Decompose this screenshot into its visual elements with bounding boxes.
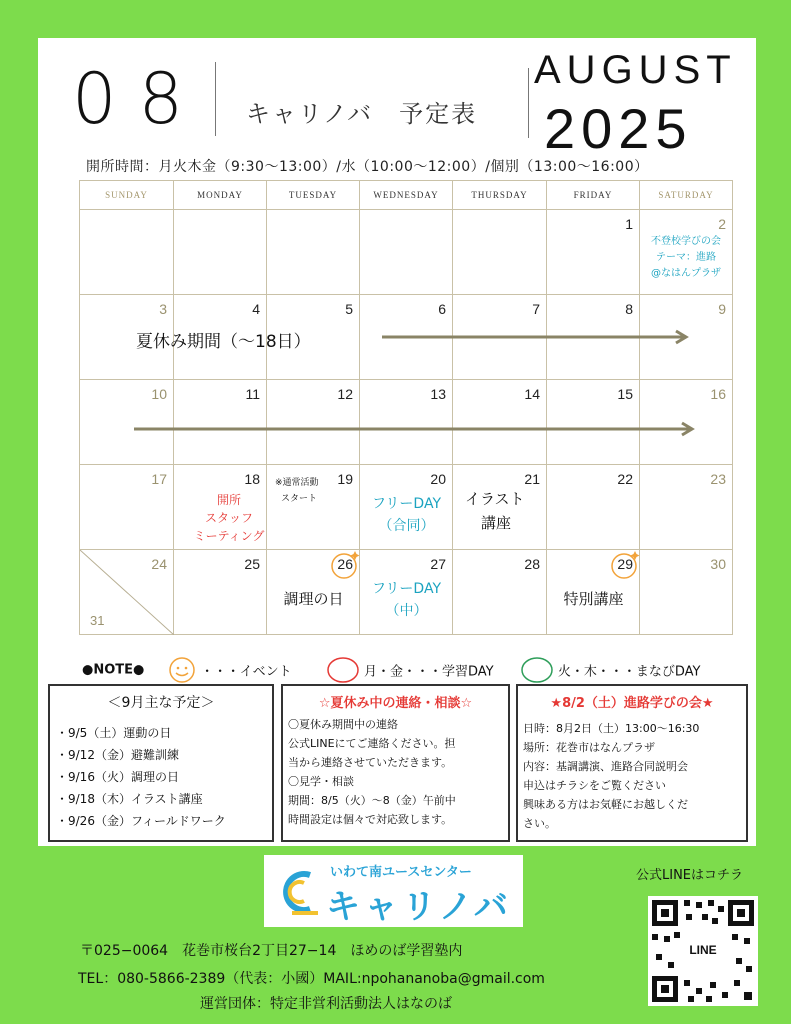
date-number: 14 bbox=[524, 386, 540, 402]
event-line: （中） bbox=[385, 603, 428, 619]
month-number: 08 bbox=[72, 58, 206, 140]
date-number: 13 bbox=[430, 386, 446, 402]
event-line: テーマ：進路 bbox=[656, 252, 716, 263]
event-line: （合同） bbox=[378, 518, 435, 534]
day-cell-split bbox=[80, 549, 174, 634]
logo-mark-icon bbox=[274, 867, 324, 917]
event-line: スタート bbox=[281, 494, 318, 504]
date-number: 30 bbox=[710, 556, 726, 572]
logo-subtitle: いわて南ユースセンター bbox=[330, 865, 472, 880]
day-cell bbox=[453, 464, 547, 549]
date-number: 9 bbox=[718, 301, 726, 317]
month-name: AUGUST bbox=[534, 48, 737, 92]
day-cell bbox=[640, 464, 732, 549]
day-cell bbox=[640, 549, 732, 634]
career-line: 内容：基調講演、進路合同説明会 bbox=[523, 760, 688, 773]
day-cell bbox=[547, 464, 640, 549]
day-cell-empty bbox=[174, 209, 267, 294]
weekday-header: THURSDAY bbox=[453, 181, 547, 209]
event-line: フリーDAY bbox=[371, 581, 442, 597]
red-circle-icon bbox=[326, 656, 360, 684]
date-number: 21 bbox=[524, 471, 540, 487]
day-cell bbox=[174, 549, 267, 634]
logo bbox=[264, 855, 523, 927]
date-number: 3 bbox=[159, 301, 167, 317]
box-title: ＜9月主な予定＞ bbox=[107, 695, 215, 711]
event-regular-start bbox=[275, 475, 319, 507]
date-number: 25 bbox=[244, 556, 260, 572]
date-number: 1 bbox=[625, 216, 633, 232]
legend bbox=[82, 656, 700, 684]
day-cell bbox=[640, 209, 732, 294]
day-cell bbox=[547, 209, 640, 294]
date-number: 26 bbox=[337, 556, 353, 572]
opening-hours: 開所時間：月火木金（9:30〜13:00）/水（10:00〜12:00）/個別（13:00〜16:00） bbox=[86, 159, 649, 175]
weekday-header: MONDAY bbox=[174, 181, 267, 209]
summer-contact-box bbox=[281, 684, 510, 842]
line-qr-code[interactable] bbox=[648, 896, 758, 1006]
legend-label: ●NOTE● bbox=[82, 662, 145, 678]
day-cell-empty bbox=[267, 209, 360, 294]
smiley-icon bbox=[167, 656, 197, 684]
event-line: 不登校学びの会 bbox=[651, 236, 721, 247]
event-illustration-lecture bbox=[465, 487, 525, 535]
day-cell bbox=[174, 464, 267, 549]
date-number: 5 bbox=[345, 301, 353, 317]
career-line: 場所：花巻市はなんプラザ bbox=[523, 741, 655, 754]
date-number: 8 bbox=[625, 301, 633, 317]
contact-line: 当から連絡させていただきます。 bbox=[288, 756, 453, 769]
line-badge: LINE bbox=[689, 943, 717, 957]
arrow-right-icon bbox=[132, 421, 698, 437]
event-line: イラスト bbox=[465, 490, 525, 508]
header-divider bbox=[528, 68, 529, 138]
legend-tue-thu-text: 火・木・・・まなびDAY bbox=[557, 664, 701, 680]
organization: 運営団体：特定非営利活動法人はなのば bbox=[200, 996, 452, 1012]
contact-line: 期間：8/5（火）〜8（金）午前中 bbox=[288, 794, 456, 807]
day-cell bbox=[360, 549, 453, 634]
day-cell bbox=[453, 549, 547, 634]
date-number: 17 bbox=[151, 471, 167, 487]
date-number: 12 bbox=[337, 386, 353, 402]
year: 2025 bbox=[544, 97, 693, 160]
date-number: 4 bbox=[252, 301, 260, 317]
event-free-day bbox=[360, 493, 453, 537]
date-number: 6 bbox=[438, 301, 446, 317]
day-cell bbox=[267, 464, 360, 549]
september-schedule-box bbox=[48, 684, 274, 842]
date-number: 10 bbox=[151, 386, 167, 402]
event-line: ※通常活動 bbox=[275, 478, 319, 488]
date-number: 2 bbox=[718, 216, 726, 232]
date-number: 20 bbox=[430, 471, 446, 487]
date-number: 19 bbox=[337, 471, 353, 487]
date-number: 15 bbox=[617, 386, 633, 402]
line-label: 公式LINEはコチラ bbox=[636, 868, 744, 883]
date-number: 29 bbox=[617, 556, 633, 572]
contact-info: TEL：080-5866-2389（代表：小國）MAIL:npohananoba@gmail.com bbox=[78, 971, 545, 987]
page-title: キャリノバ 予定表 bbox=[246, 100, 478, 128]
box-title: ★8/2（土）進路学びの会★ bbox=[550, 696, 714, 711]
header-divider bbox=[215, 62, 216, 136]
weekday-header: WEDNESDAY bbox=[360, 181, 453, 209]
schedule-item: ・9/26（金）フィールドワーク bbox=[56, 814, 226, 828]
event-special-lecture: 特別講座 bbox=[563, 590, 624, 608]
date-number: 7 bbox=[532, 301, 540, 317]
calendar-grid bbox=[79, 180, 733, 635]
day-cell-empty bbox=[80, 209, 174, 294]
date-number: 22 bbox=[617, 471, 633, 487]
event-line: スタッフ bbox=[204, 511, 253, 525]
legend-mon-fri-text: 月・金・・・学習DAY bbox=[363, 664, 494, 680]
green-circle-icon bbox=[520, 656, 554, 684]
contact-line: 〇夏休み期間中の連絡 bbox=[288, 718, 398, 731]
date-number: 27 bbox=[430, 556, 446, 572]
schedule-item: ・9/18（木）イラスト講座 bbox=[56, 792, 203, 806]
contact-line: 公式LINEにてご連絡ください。担 bbox=[288, 737, 456, 750]
event-cooking-day: 調理の日 bbox=[283, 590, 344, 608]
day-cell-empty bbox=[360, 209, 453, 294]
event-line: 開所 bbox=[216, 493, 241, 507]
arrow-right-icon bbox=[380, 329, 692, 345]
weekday-header: SATURDAY bbox=[658, 190, 714, 200]
career-meeting-box bbox=[516, 684, 748, 842]
weekday-header: FRIDAY bbox=[547, 181, 640, 209]
schedule-item: ・9/5（土）運動の日 bbox=[56, 726, 172, 740]
event-line: @なはんプラザ bbox=[651, 268, 721, 279]
event-career-meeting bbox=[640, 234, 732, 282]
weekday-header: SUNDAY bbox=[80, 181, 174, 209]
day-cell bbox=[80, 464, 174, 549]
day-cell bbox=[360, 464, 453, 549]
box-title: ☆夏休み中の連絡・相談☆ bbox=[318, 696, 473, 711]
event-line: ミーティング bbox=[193, 529, 265, 543]
day-cell bbox=[267, 549, 360, 634]
weekday-header: TUESDAY bbox=[267, 181, 360, 209]
date-number: 31 bbox=[90, 613, 105, 628]
address: 〒025−0064 花巻市桜台2丁目27−14 ほめのば学習塾内 bbox=[80, 943, 463, 959]
date-number: 11 bbox=[245, 386, 260, 402]
contact-line: 時間設定は個々で対応致します。 bbox=[288, 813, 453, 826]
event-line: 講座 bbox=[481, 514, 512, 532]
date-number: 24 bbox=[151, 556, 167, 572]
schedule-item: ・9/16（火）調理の日 bbox=[56, 770, 179, 784]
date-number: 16 bbox=[710, 386, 726, 402]
logo-title: キャリノバ bbox=[326, 887, 512, 927]
date-number: 18 bbox=[244, 471, 260, 487]
date-number: 28 bbox=[524, 556, 540, 572]
day-cell bbox=[547, 549, 640, 634]
career-line: 申込はチラシをご覧ください bbox=[523, 779, 666, 792]
date-number: 23 bbox=[710, 471, 726, 487]
day-cell-empty bbox=[453, 209, 547, 294]
career-line: さい。 bbox=[523, 817, 556, 830]
schedule-sheet bbox=[38, 38, 756, 846]
contact-line: 〇見学・相談 bbox=[288, 775, 354, 788]
career-line: 興味ある方はお気軽にお越しくだ bbox=[523, 798, 688, 811]
summer-break-label: 夏休み期間（〜18日） bbox=[136, 332, 311, 352]
career-line: 日時：8月2日（土）13:00〜16:30 bbox=[523, 722, 700, 735]
schedule-item: ・9/12（金）避難訓練 bbox=[56, 748, 179, 762]
legend-event-text: ・・・イベント bbox=[200, 664, 292, 680]
event-free-day bbox=[360, 578, 453, 622]
event-line: フリーDAY bbox=[371, 496, 442, 512]
